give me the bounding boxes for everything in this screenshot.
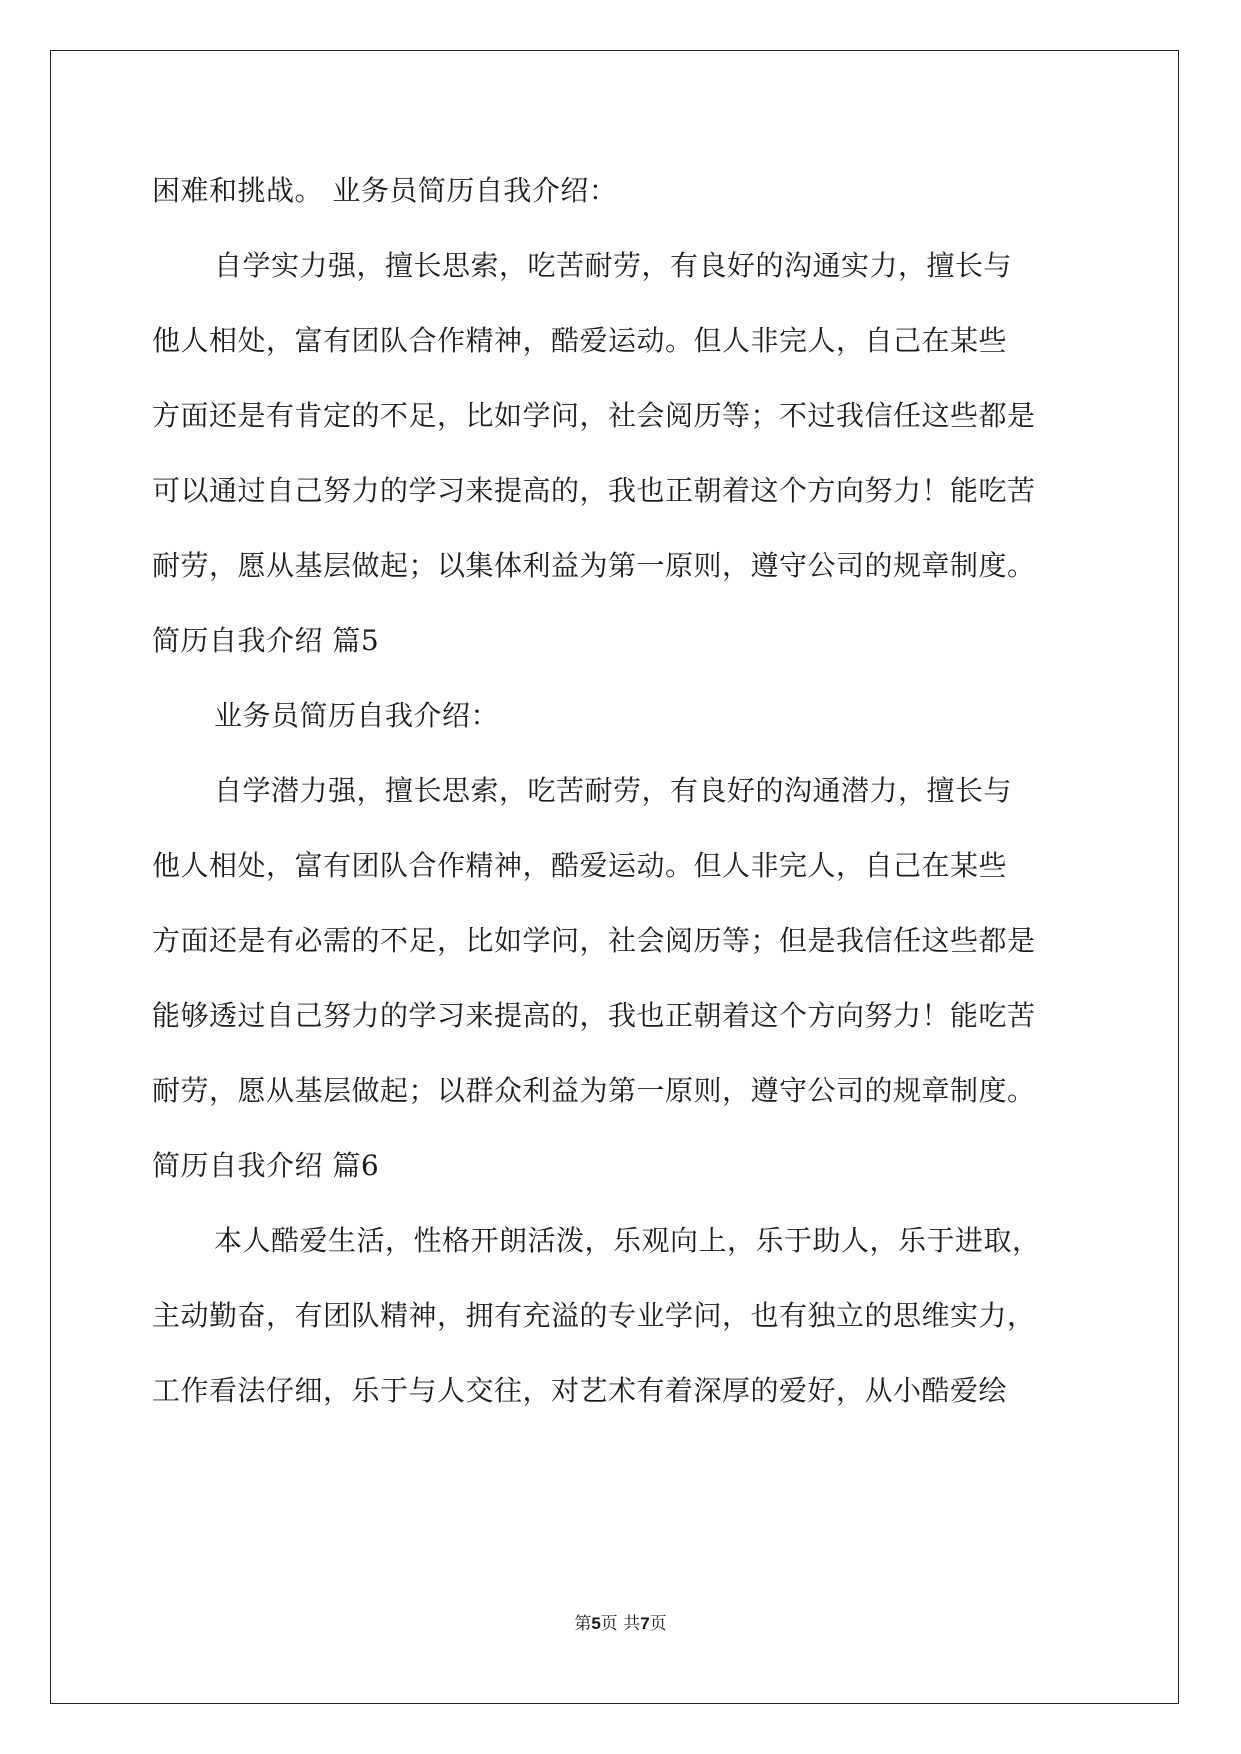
paragraph-start: 自学实力强，擅长思索，吃苦耐劳，有良好的沟通实力，擅长与: [214, 249, 1013, 282]
text-line: 主动勤奋，有团队精神，拥有充溢的专业学问，也有独立的思维实力，: [152, 1299, 1036, 1332]
text-line: 能够透过自己努力的学习来提高的，我也正朝着这个方向努力！能吃苦: [152, 999, 1036, 1032]
current-page-number: 5: [591, 1614, 601, 1633]
footer-prefix: 第: [574, 1614, 592, 1634]
text-line: 工作看法仔细，乐于与人交往，对艺术有着深厚的爱好，从小酷爱绘: [152, 1374, 1008, 1407]
paragraph-start: 本人酷爱生活，性格开朗活泼，乐观向上，乐于助人，乐于进取，: [214, 1224, 1041, 1257]
paragraph-start: 业务员简历自我介绍：: [214, 699, 500, 732]
page-footer: [0, 1612, 1241, 1636]
text-line: 他人相处，富有团队合作精神，酷爱运动。但人非完人，自己在某些: [152, 849, 1008, 882]
text-line: 方面还是有肯定的不足，比如学问，社会阅历等；不过我信任这些都是: [152, 399, 1036, 432]
section-heading: 简历自我介绍 篇6: [152, 1149, 380, 1182]
text-line: 耐劳，愿从基层做起；以群众利益为第一原则，遵守公司的规章制度。: [152, 1074, 1036, 1107]
text-line: 方面还是有必需的不足，比如学问，社会阅历等；但是我信任这些都是: [152, 924, 1036, 957]
text-line: 耐劳，愿从基层做起；以集体利益为第一原则，遵守公司的规章制度。: [152, 549, 1036, 582]
footer-suffix: 页: [649, 1614, 667, 1634]
section-heading: 简历自我介绍 篇5: [152, 624, 380, 657]
total-pages-number: 7: [640, 1614, 650, 1633]
paragraph-start: 自学潜力强，擅长思索，吃苦耐劳，有良好的沟通潜力，擅长与: [214, 774, 1013, 807]
footer-mid: 页 共: [600, 1614, 641, 1634]
text-line: 他人相处，富有团队合作精神，酷爱运动。但人非完人，自己在某些: [152, 324, 1008, 357]
text-line: 可以通过自己努力的学习来提高的，我也正朝着这个方向努力！能吃苦: [152, 474, 1036, 507]
text-line: 困难和挑战。 业务员简历自我介绍：: [152, 174, 618, 207]
